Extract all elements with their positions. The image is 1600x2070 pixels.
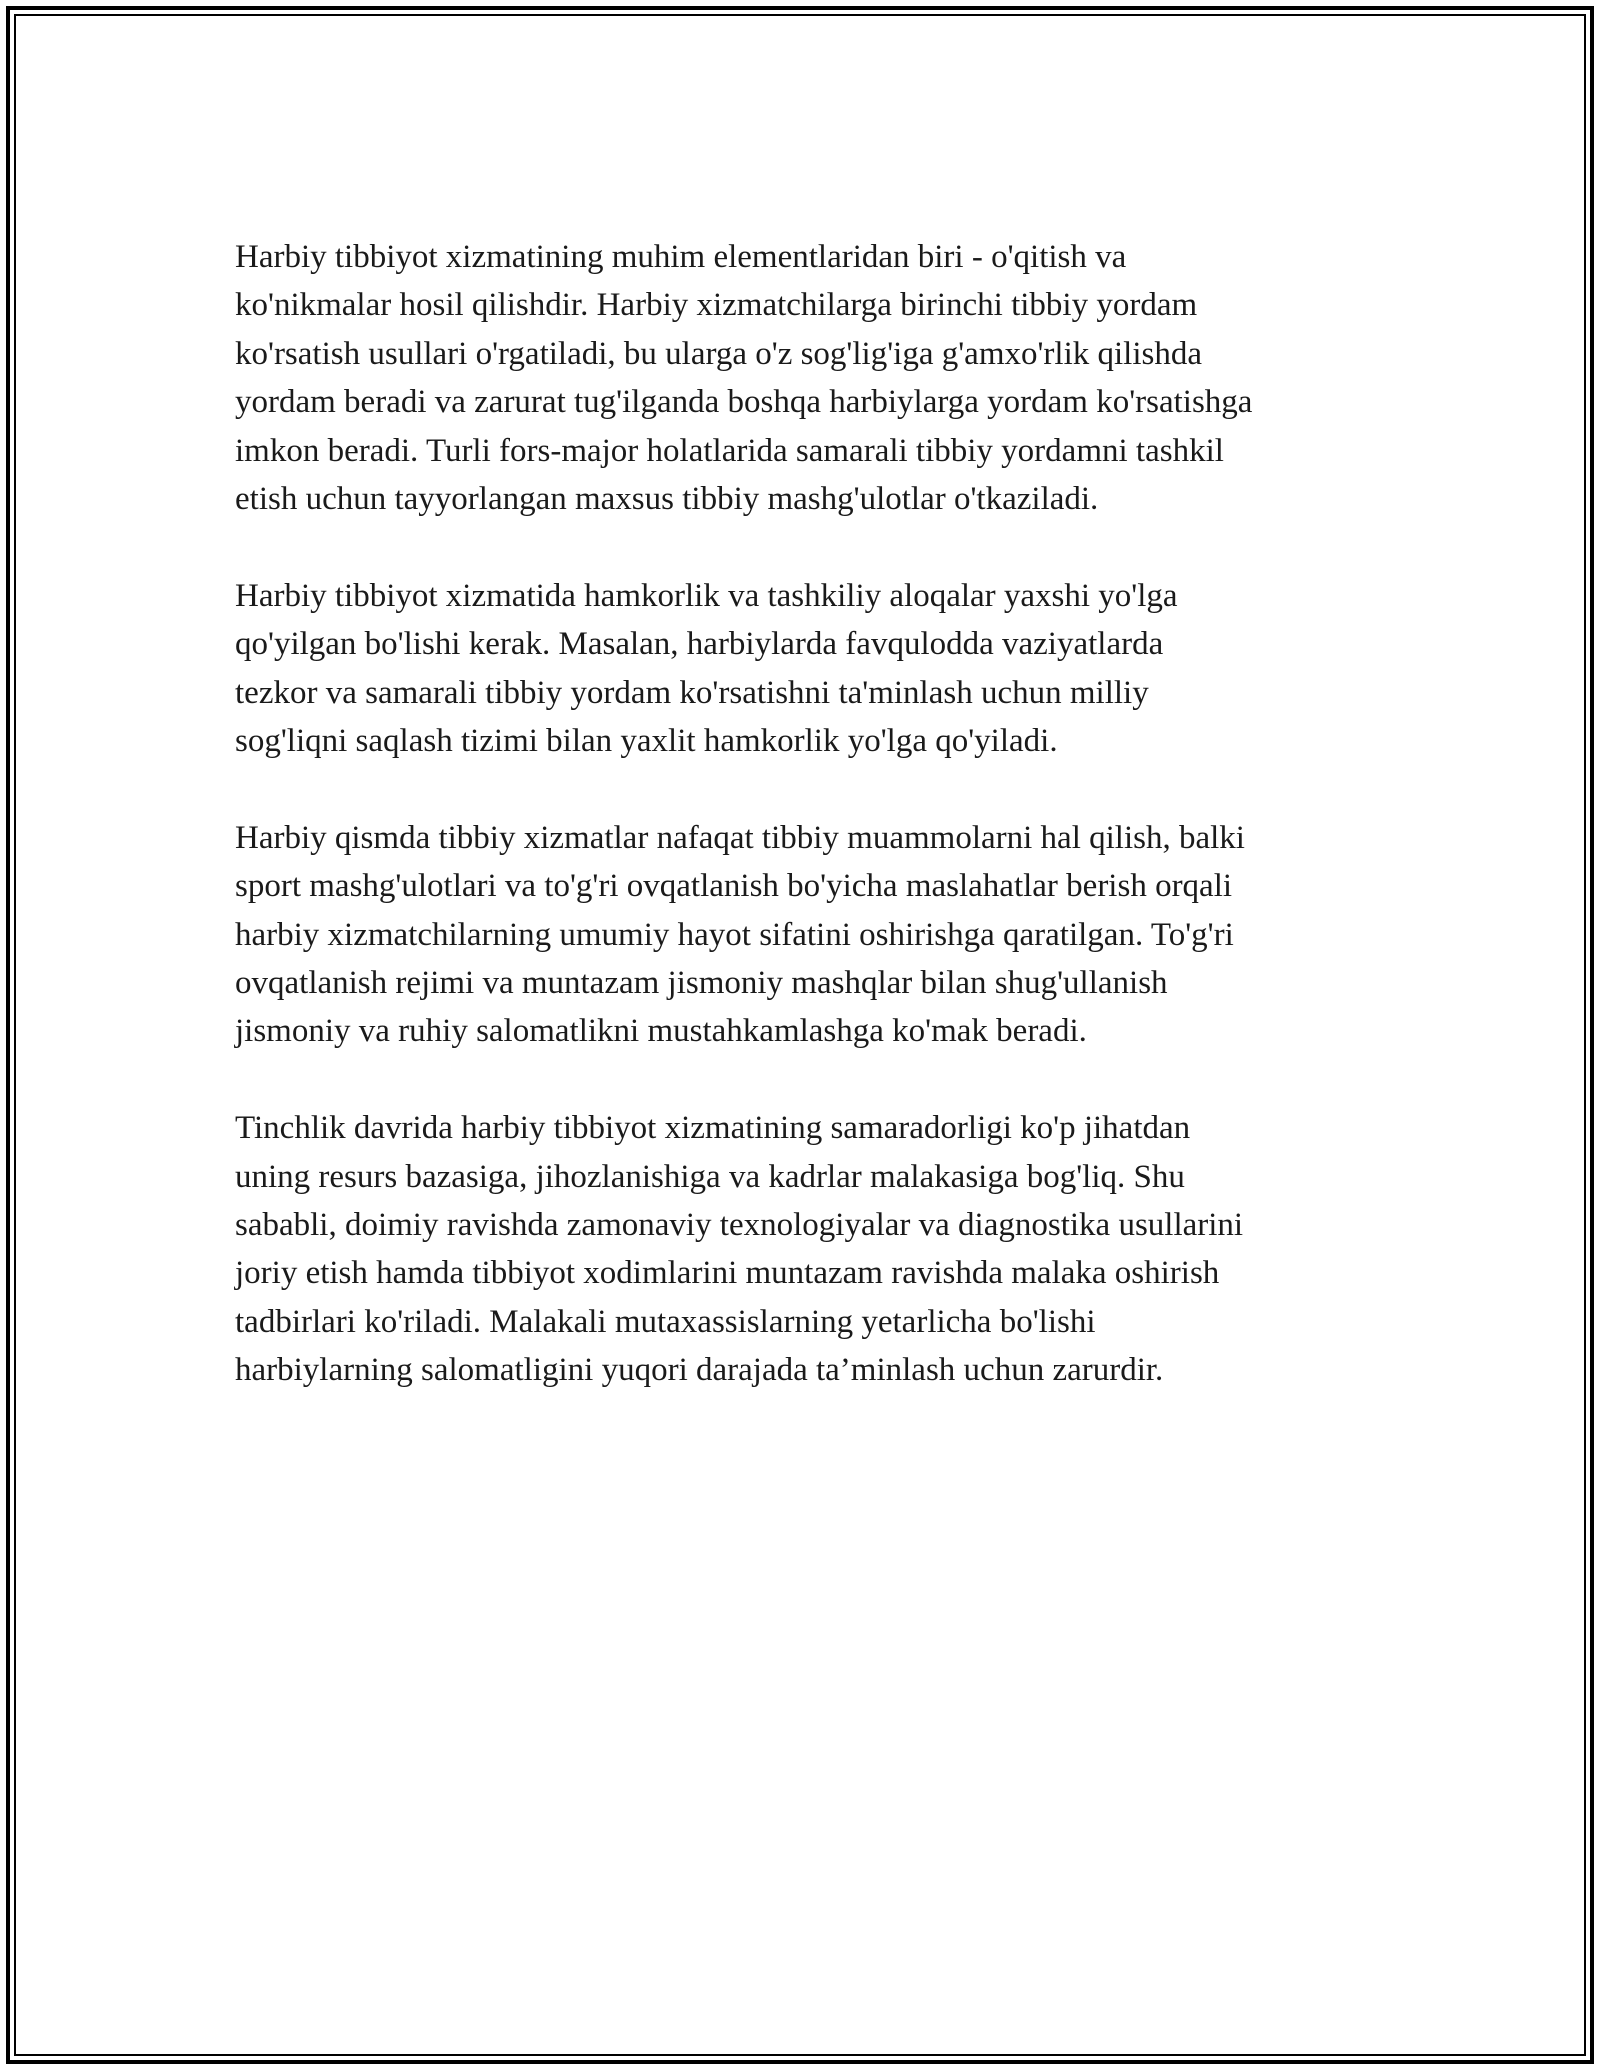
- text-line: yordam beradi va zarurat tug'ilganda boshqa harbiylarga yordam ko'rsatishga: [235, 384, 1253, 421]
- text-line: ovqatlanish rejimi va muntazam jismoniy mashqlar bilan shug'ullanish: [235, 965, 1168, 1002]
- text-line: ko'rsatish usullari o'rgatiladi, bu ularga o'z sog'lig'iga g'amxo'rlik qilishda: [235, 335, 1203, 372]
- text-line: Harbiy tibbiyot xizmatining muhim elementlaridan biri - o'qitish va: [235, 239, 1127, 275]
- text-line: harbiy xizmatchilarning umumiy hayot sifatini oshirishga qaratilgan. To'g'ri: [235, 916, 1234, 953]
- text-line: joriy etish hamda tibbiyot xodimlarini muntazam ravishda malaka oshirish: [235, 1255, 1220, 1292]
- text-line: sababli, doimiy ravishda zamonaviy texnologiyalar va diagnostika usullarini: [235, 1207, 1244, 1244]
- document-body: [235, 233, 1375, 1443]
- text-line: Harbiy qismda tibbiy xizmatlar nafaqat tibbiy muammolarni hal qilish, balki: [235, 819, 1245, 856]
- text-line: sport mashg'ulotlari va to'g'ri ovqatlanish bo'yicha maslahatlar berish orqali: [235, 868, 1233, 905]
- text-line: tadbirlari ko'riladi. Malakali mutaxassislarning yetarlicha bo'lishi: [235, 1303, 1096, 1340]
- text-line: harbiylarning salomatligini yuqori darajada ta’minlash uchun zarurdir.: [235, 1352, 1164, 1389]
- text-line: jismoniy va ruhiy salomatlikni mustahkamlashga ko'mak beradi.: [235, 1013, 1087, 1050]
- text-line: uning resurs bazasiga, jihozlanishiga va kadrlar malakasiga bog'liq. Shu: [235, 1158, 1185, 1195]
- paragraph-1: [235, 233, 1375, 523]
- text-line: Tinchlik davrida harbiy tibbiyot xizmatining samaradorligi ko'p jihatdan: [235, 1110, 1191, 1147]
- text-line: etish uchun tayyorlangan maxsus tibbiy mashg'ulotlar o'tkaziladi.: [235, 481, 1099, 518]
- text-line: ko'nikmalar hosil qilishdir. Harbiy xizmatchilarga birinchi tibbiy yordam: [235, 287, 1198, 324]
- paragraph-4: [235, 1104, 1375, 1394]
- text-line: qo'yilgan bo'lishi kerak. Masalan, harbiylarda favqulodda vaziyatlarda: [235, 626, 1164, 663]
- text-line: tezkor va samarali tibbiy yordam ko'rsatishni ta'minlash uchun milliy: [235, 674, 1149, 711]
- paragraph-3: [235, 814, 1375, 1056]
- text-line: sog'liqni saqlash tizimi bilan yaxlit hamkorlik yo'lga qo'yiladi.: [235, 723, 1058, 760]
- text-line: imkon beradi. Turli fors-major holatlarida samarali tibbiy yordamni tashkil: [235, 432, 1224, 469]
- paragraph-2: [235, 572, 1375, 766]
- text-line: Harbiy tibbiyot xizmatida hamkorlik va tashkiliy aloqalar yaxshi yo'lga: [235, 577, 1178, 614]
